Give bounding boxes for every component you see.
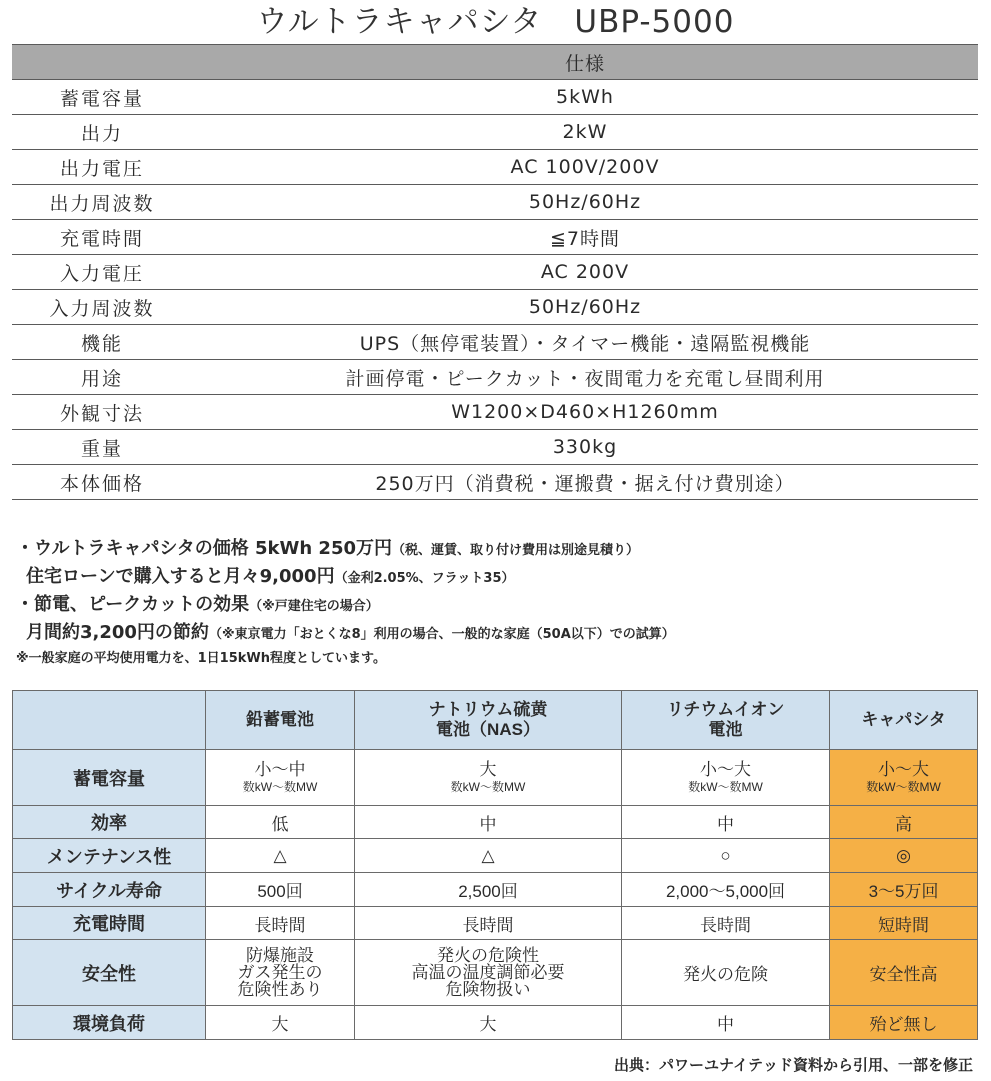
row-label: 蓄電容量	[13, 750, 206, 806]
cell-capacitor: 殆ど無し	[830, 1006, 978, 1040]
row-maintenance	[13, 839, 978, 873]
cell: 2,000～5,000回	[621, 873, 829, 907]
spec-label: 蓄電容量	[12, 80, 192, 115]
spec-header: 仕様	[192, 45, 978, 80]
cell	[621, 750, 829, 806]
spec-label: 用途	[12, 360, 192, 395]
spec-value: ≦7時間	[192, 220, 978, 255]
notes	[16, 536, 976, 670]
spec-value: 50Hz/60Hz	[192, 290, 978, 325]
spec-value: 250万円（消費税・運搬費・据え付け費別途）	[192, 465, 978, 500]
note-loan-main: 住宅ローンで購入すると月々9,000円	[26, 566, 335, 587]
spec-row	[12, 220, 978, 255]
spec-label: 出力周波数	[12, 185, 192, 220]
cell: △	[206, 839, 355, 873]
cell: 2,500回	[355, 873, 622, 907]
spec-header-row	[12, 45, 978, 80]
spec-value: 2kW	[192, 115, 978, 150]
note-saving-main: 月間約3,200円の節約	[26, 622, 209, 643]
note-price-detail: （税、運賃、取り付け費用は別途見積り）	[392, 543, 640, 558]
spec-label: 本体価格	[12, 465, 192, 500]
cell-main: 大	[479, 760, 497, 779]
cell-capacitor: 3～5万回	[830, 873, 978, 907]
cell-capacitor: 短時間	[830, 907, 978, 940]
note-saving	[16, 620, 976, 648]
row-capacity	[13, 750, 978, 806]
spec-row	[12, 80, 978, 115]
spec-value: AC 100V/200V	[192, 150, 978, 185]
cell: ○	[621, 839, 829, 873]
spec-row	[12, 325, 978, 360]
note-assumption: ※一般家庭の平均使用電力を、1日15kWh程度としています。	[16, 651, 386, 666]
cell: 長時間	[355, 907, 622, 940]
header-nas: ナトリウム硫黄 電池（NAS）	[355, 691, 622, 750]
cell: 発火の危険	[621, 940, 829, 1006]
header-lead	[206, 691, 355, 750]
spec-row	[12, 150, 978, 185]
note-loan-detail: （金利2.05%、フラット35）	[334, 571, 515, 586]
cell: 中	[355, 806, 622, 839]
cell	[206, 750, 355, 806]
cell: 中	[621, 1006, 829, 1040]
row-label: 安全性	[13, 940, 206, 1006]
note-saving-detail: （※東京電力「おとくな8」利用の場合、一般的な家庭（50A以下）での試算）	[208, 627, 675, 642]
cell	[355, 750, 622, 806]
spec-label: 重量	[12, 430, 192, 465]
spec-value: 50Hz/60Hz	[192, 185, 978, 220]
comparison-corner	[13, 691, 206, 750]
cell-capacitor: ◎	[830, 839, 978, 873]
comparison-header-row	[13, 691, 978, 750]
comparison-table	[12, 690, 978, 1040]
row-safety	[13, 940, 978, 1006]
note-effect	[16, 592, 976, 620]
spec-label: 充電時間	[12, 220, 192, 255]
cell-capacitor: 高	[830, 806, 978, 839]
cell-main: 小～大	[700, 760, 752, 779]
page-title: ウルトラキャパシタ UBP-5000	[256, 4, 735, 40]
header-capacitor: キャパシタ	[830, 691, 978, 750]
cell: 大	[206, 1006, 355, 1040]
row-label: 充電時間	[13, 907, 206, 940]
header-lithium: リチウムイオン 電池	[621, 691, 829, 750]
note-loan	[16, 564, 976, 592]
cell: △	[355, 839, 622, 873]
row-label: メンテナンス性	[13, 839, 206, 873]
cell: 長時間	[621, 907, 829, 940]
spec-row	[12, 255, 978, 290]
spec-row	[12, 115, 978, 150]
row-label: 効率	[13, 806, 206, 839]
cell: 発火の危険性 高温の温度調節必要 危険物扱い	[355, 940, 622, 1006]
cell: 中	[621, 806, 829, 839]
spec-row	[12, 430, 978, 465]
cell-capacitor	[830, 750, 978, 806]
spec-label: 外観寸法	[12, 395, 192, 430]
note-effect-detail: （※戸建住宅の場合）	[249, 599, 379, 614]
spec-value: 計画停電・ピークカット・夜間電力を充電し昼間利用	[192, 360, 978, 395]
spec-label: 出力電圧	[12, 150, 192, 185]
row-label: サイクル寿命	[13, 873, 206, 907]
cell-main: 小～中	[254, 760, 306, 779]
spec-row	[12, 465, 978, 500]
note-price-main: ・ウルトラキャパシタの価格 5kWh 250万円	[16, 538, 393, 559]
cell-main: 小～大	[878, 760, 930, 779]
cell: 大	[355, 1006, 622, 1040]
spec-value: 330kg	[192, 430, 978, 465]
cell: 低	[206, 806, 355, 839]
spec-row	[12, 290, 978, 325]
spec-value: 5kWh	[192, 80, 978, 115]
cell: 防爆施設 ガス発生の 危険性あり	[206, 940, 355, 1006]
row-efficiency	[13, 806, 978, 839]
note-effect-main: ・節電、ピークカットの効果	[16, 594, 250, 615]
spec-label: 入力電圧	[12, 255, 192, 290]
cell-capacitor: 安全性高	[830, 940, 978, 1006]
spec-table	[12, 44, 978, 500]
header-lead-label: 鉛蓄電池	[246, 710, 315, 729]
row-environment	[13, 1006, 978, 1040]
note-price	[16, 536, 976, 564]
spec-row	[12, 360, 978, 395]
source-credit: 出典：パワーユナイテッド資料から引用、一部を修正	[614, 1056, 973, 1074]
spec-label: 機能	[12, 325, 192, 360]
cell-sub: 数kW～数MW	[450, 780, 526, 794]
spec-header-blank	[12, 45, 192, 80]
cell-sub: 数kW～数MW	[866, 780, 941, 794]
row-cycle	[13, 873, 978, 907]
spec-value: AC 200V	[192, 255, 978, 290]
cell: 500回	[206, 873, 355, 907]
spec-row	[12, 185, 978, 220]
spec-label: 出力	[12, 115, 192, 150]
cell: 長時間	[206, 907, 355, 940]
spec-value: UPS（無停電装置）・タイマー機能・遠隔監視機能	[192, 325, 978, 360]
cell-sub: 数kW～数MW	[242, 780, 318, 794]
spec-row	[12, 395, 978, 430]
spec-value: W1200×D460×H1260mm	[192, 395, 978, 430]
cell-sub: 数kW～数MW	[688, 780, 763, 794]
row-charge-time	[13, 907, 978, 940]
spec-label: 入力周波数	[12, 290, 192, 325]
row-label: 環境負荷	[13, 1006, 206, 1040]
